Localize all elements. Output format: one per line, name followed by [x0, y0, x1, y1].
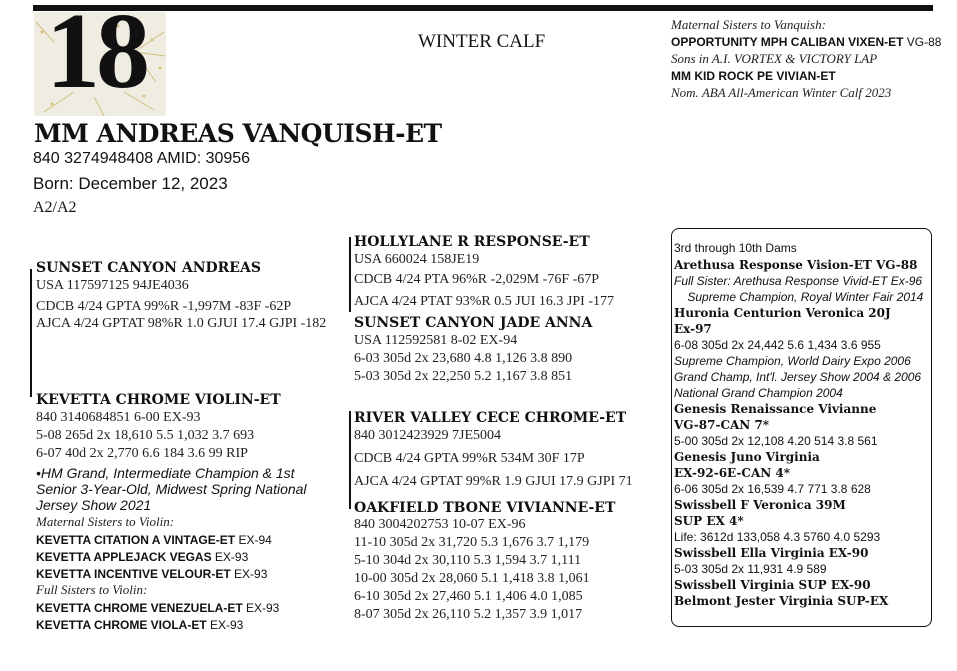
beta-casein: A2/A2 [33, 199, 77, 216]
pedigree-bracket [349, 237, 351, 312]
dam-dam-name: OAKFIELD TBONE VIVIANNE-ET [354, 500, 616, 516]
birth-date: Born: December 12, 2023 [33, 174, 228, 193]
dam-dam-record: 6-10 305d 2x 27,460 5.1 1,406 4.0 1,085 [354, 589, 583, 604]
dam-record: 6-07 40d 2x 2,770 6.6 184 3.6 99 RIP [36, 446, 248, 461]
animal-name: MM ANDREAS VANQUISH-ET [34, 119, 442, 148]
sire-ajca: AJCA 4/24 GPTAT 98%R 1.0 GJUI 17.4 GJPI -182 [36, 316, 327, 331]
dam-name-line: Swissbell Ella Virginia EX-90 [674, 546, 869, 560]
dam-honor: •HM Grand, Intermediate Champion & 1st [36, 465, 295, 481]
dam-name: KEVETTA CHROME VIOLIN-ET [36, 392, 281, 408]
lot-number-badge [34, 12, 166, 116]
sire-dam-name: SUNSET CANYON JADE ANNA [354, 315, 593, 331]
violin-full-heading: Full Sisters to Violin: [36, 582, 148, 597]
dam-record-line: 6-06 305d 2x 16,539 4.7 771 3.8 628 [674, 482, 871, 496]
dam-honor: Jersey Show 2021 [36, 497, 152, 513]
sire-cdcb: CDCB 4/24 GPTA 99%R -1,997M -83F -62P [36, 299, 292, 314]
deep-dams-heading: 3rd through 10th Dams [674, 241, 797, 255]
sister-line: MM KID ROCK PE VIVIAN-ET [671, 69, 836, 83]
dam-honor-line: Full Sister: Arethusa Response Vivid-ET Ex-96 [674, 274, 923, 288]
sire-dam-id: USA 112592581 8-02 EX-94 [354, 333, 518, 348]
pedigree-bracket [349, 411, 351, 509]
top-rule [33, 5, 933, 11]
dam-dam-record: 5-10 304d 2x 30,110 5.3 1,594 3.7 1,111 [354, 553, 582, 568]
dam-honor-line: Supreme Champion, Royal Winter Fair 2014 [674, 290, 924, 304]
dam-name-line: Swissbell Virginia SUP EX-90 [674, 578, 871, 592]
sister-note: Sons in A.I. VORTEX & VICTORY LAP [671, 51, 878, 66]
dam-name-line: Ex-97 [674, 322, 712, 336]
dam-name-line: Arethusa Response Vision-ET VG-88 [674, 258, 918, 272]
sire-sire-block [354, 234, 614, 310]
dam-name-line: Huronia Centurion Veronica 20J [674, 306, 891, 320]
dam-name-line: VG-87-CAN 7* [674, 418, 770, 432]
dam-name-line: Genesis Juno Virginia [674, 450, 820, 464]
violin-full-sister: KEVETTA CHROME VENEZUELA-ET EX-93 [36, 601, 280, 615]
deep-dams-list [674, 241, 923, 609]
sire-name: SUNSET CANYON ANDREAS [36, 260, 261, 276]
sire-block [36, 260, 326, 332]
dam-name-line: EX-92-6E-CAN 4* [674, 466, 791, 480]
dam-name-line: Genesis Renaissance Vivianne [674, 402, 877, 416]
sister-line: OPPORTUNITY MPH CALIBAN VIXEN-ET VG-88 [671, 35, 942, 49]
sire-id: USA 117597125 94JE4036 [36, 278, 189, 293]
dam-dam-block [354, 500, 615, 623]
sire-dam-record: 5-03 305d 2x 22,250 5.2 1,167 3.8 851 [354, 369, 573, 384]
dam-name-line: SUP EX 4* [674, 514, 744, 528]
dam-dam-record: 10-00 305d 2x 28,060 5.1 1,418 3.8 1,061 [354, 571, 590, 586]
dam-sire-name: RIVER VALLEY CECE CHROME-ET [354, 410, 627, 426]
sire-dam-record: 6-03 305d 2x 23,680 4.8 1,126 3.8 890 [354, 351, 573, 366]
violin-sister: KEVETTA CITATION A VINTAGE-ET EX-94 [36, 533, 272, 547]
sire-dam-block [354, 315, 592, 385]
animal-id: 840 3274948408 AMID: 30956 [33, 150, 251, 167]
dam-dam-record: 8-07 305d 2x 26,110 5.2 1,357 3.9 1,017 [354, 607, 583, 622]
dam-record-line: 5-00 305d 2x 12,108 4.20 514 3.8 561 [674, 434, 878, 448]
violin-maternal-heading: Maternal Sisters to Violin: [36, 514, 175, 529]
dam-record-line: 6-08 305d 2x 24,442 5.6 1,434 3.6 955 [674, 338, 881, 352]
dam-honor: Senior 3-Year-Old, Midwest Spring National [36, 481, 307, 497]
dam-dam-id: 840 3004202753 10-07 EX-96 [354, 517, 526, 532]
violin-full-sister: KEVETTA CHROME VIOLA-ET EX-93 [36, 618, 244, 632]
violin-sister: KEVETTA APPLEJACK VEGAS EX-93 [36, 550, 249, 564]
dam-sire-id: 840 3012423929 7JE5004 [354, 428, 501, 443]
category-label: WINTER CALF [418, 31, 546, 52]
sire-sire-id: USA 660024 158JE19 [354, 252, 480, 267]
dam-name-line: Swissbell F Veronica 39M [674, 498, 846, 512]
sire-sire-name: HOLLYLANE R RESPONSE-ET [354, 234, 590, 250]
dam-honor-line: Grand Champ, Int'l. Jersey Show 2004 & 2006 [674, 370, 922, 384]
dam-honor-line: Supreme Champion, World Dairy Expo 2006 [674, 354, 911, 368]
sire-sire-cdcb: CDCB 4/24 PTA 96%R -2,029M -76F -67P [354, 272, 600, 287]
dam-dam-record: 11-10 305d 2x 31,720 5.3 1,676 3.7 1,179 [354, 535, 590, 550]
deep-dams-box [671, 228, 932, 627]
dam-id: 840 3140684851 6-00 EX-93 [36, 410, 201, 425]
maternal-sisters-heading: Maternal Sisters to Vanquish: [671, 17, 826, 32]
dam-name-line: Belmont Jester Virginia SUP-EX [674, 594, 889, 608]
dam-record: 5-08 265d 2x 18,610 5.5 1,032 3.7 693 [36, 428, 255, 443]
dam-sire-block [354, 410, 633, 490]
sister-note: Nom. ABA All-American Winter Calf 2023 [671, 85, 892, 100]
sire-sire-ajca: AJCA 4/24 PTAT 93%R 0.5 JUI 16.3 JPI -177 [354, 294, 614, 309]
dam-sire-ajca: AJCA 4/24 GPTAT 99%R 1.9 GJUI 17.9 GJPI 71 [354, 474, 633, 489]
maternal-sisters-vanquish [671, 17, 941, 101]
dam-block [36, 392, 307, 632]
dam-sire-cdcb: CDCB 4/24 GPTA 99%R 534M 30F 17P [354, 451, 585, 466]
pedigree-bracket [30, 269, 32, 397]
dam-record-line: 5-03 305d 2x 11,931 4.9 589 [674, 562, 827, 576]
violin-sister: KEVETTA INCENTIVE VELOUR-ET EX-93 [36, 567, 268, 581]
dam-record-line: Life: 3612d 133,058 4.3 5760 4.0 5293 [674, 530, 881, 544]
lot-number: 18 [46, 12, 146, 111]
dam-honor-line: National Grand Champion 2004 [674, 386, 843, 400]
